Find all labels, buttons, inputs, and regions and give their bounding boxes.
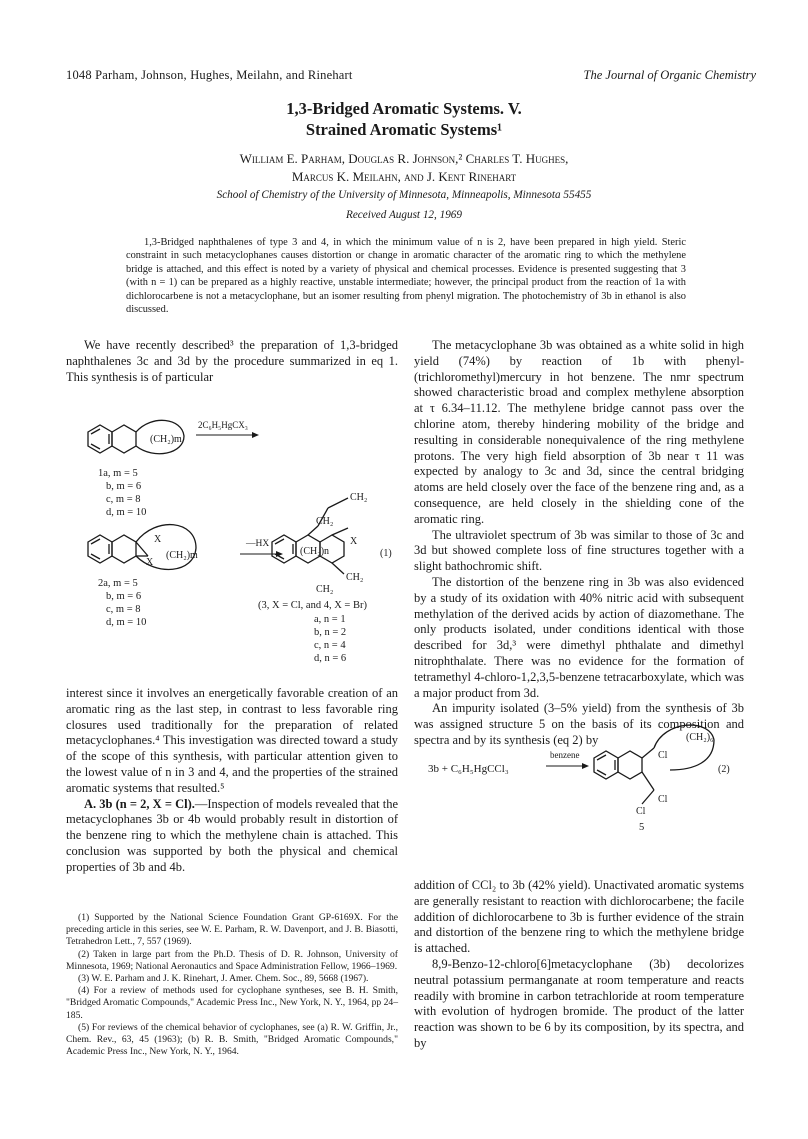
reagent-label: 2C₆H₅HgCX₃ xyxy=(198,420,248,430)
article-title-line2: Strained Aromatic Systems¹ xyxy=(305,120,503,139)
authors-line1: William E. Parham, Douglas R. Johnson,² Charles T. Hughes, xyxy=(239,151,569,166)
cl-label-3: Cl xyxy=(636,806,646,817)
bridge-label-3: (CH₂)n xyxy=(300,546,330,557)
label-2b: b, m = 6 xyxy=(106,591,142,602)
label-3-head: (3, X = Cl, and 4, X = Br) xyxy=(258,600,367,611)
bridge-label-1: (CH₂)m xyxy=(150,434,182,445)
ch2-a: CH₂ xyxy=(316,516,334,527)
bridge-label-5: (CH₂)₆ xyxy=(686,732,714,743)
ch2-c: CH₂ xyxy=(316,584,334,595)
arrow-2-label: —HX xyxy=(246,539,270,549)
ch2-b: CH₂ xyxy=(346,572,364,583)
label-1a: 1a, m = 5 xyxy=(98,468,138,479)
journal-name: The Journal of Organic Chemistry xyxy=(583,68,756,82)
x-label-2a: X xyxy=(154,534,162,545)
footnote-5: (5) For reviews of the chemical behavior of cyclophanes, see (a) R. W. Griffin, Jr., Chem. Rev., 63, 45 (1963); (b) R. B. Smith, "Bridged Aromatic Compounds," Academic Press Inc., New York, N. Y., 1964. xyxy=(66,1021,398,1058)
label-3a: a, n = 1 xyxy=(314,614,346,625)
eq-number-1: (1) xyxy=(380,548,392,559)
cl-label-2: Cl xyxy=(658,794,668,805)
ch2-top: CH₂ xyxy=(350,492,368,503)
right-col-body: The metacyclophane 3b was obtained as a white solid in high yield (74%) by reaction of 1b with phenyl-(trichloromethyl)mercury in hot benzene. The nmr spectrum showed characteristic broad and complex methylene absorption at τ 6.34–11.12. The methylene bridge cannot pass over the chlorine atom, thereby hindering mobility of the bridge and resulting in considerable nonequivalence of the ring methylene protons. The very high field absorption of 3b near τ 11 was expected by analogy to 3c and 3d, since the central bridging atoms are held closely over the face of the benzene ring and, as a consequence, are held closely in the shielding cone of the aromatic ring. The ultraviolet spectrum of 3b was similar to those of 3c and 3d but showed complete loss of fine structures together with a slight bathochromic shift. The distortion of the benzene ring in 3b was also evidenced by a study of its oxidation with 40% nitric acid with subsequent methylation of the derived acids by action of diazomethane. The only products isolated, under conditions identical with those described for 3d,³ were dimethyl phthalate and dimethyl nitrophthalate. There was no evidence for the formation of tetramethyl 4-chloro-1,2,3,5-benzene tetracarboxylate, which was a major product from 3d. An impurity isolated (3–5% yield) from the synthesis of 3b was assigned structure 5 on the basis of its composition and spectra and by its synthesis (eq 2) by xyxy=(414,338,744,747)
x-label-3: X xyxy=(350,536,358,547)
article-title-line1: 1,3-Bridged Aromatic Systems. V. xyxy=(286,99,522,118)
received-date: Received August 12, 1969 xyxy=(346,209,462,221)
reactants: 3b + C₆H₅HgCCl₃ xyxy=(428,763,509,775)
x-label-2b: X xyxy=(146,557,154,568)
eq-number-2: (2) xyxy=(718,764,730,775)
right-col-lower: addition of CCl₂ to 3b (42% yield). Unactivated aromatic systems are generally resistant to reaction with dichlorocarbene; the facile addition of dichlorocarbene to 3b is further evidence of the strain and distortion of the benzene ring to which the methylene bridge is attached. 8,9-Benzo-12-chloro[6]metacyclophane (3b) decolorizes neutral potassium permanganate at room temperature and reacts readily with bromine in carbon tetrachloride at room temperature with evolution of hydrogen bromide. The product of the latter reaction was shown to be 6 by its composition, by its spectra, and by xyxy=(414,878,744,1050)
footnote-3: (3) W. E. Parham and J. K. Rinehart, J. Amer. Chem. Soc., 89, 5668 (1967). xyxy=(78,973,369,985)
label-2d: d, m = 10 xyxy=(106,617,147,628)
section-a-heading: A. 3b (n = 2, X = Cl). xyxy=(84,796,195,811)
footnote-1: (1) Supported by the National Science Foundation Grant GP-6169X. For the preceding article in this series, see W. E. Parham, R. W. Davenport, and J. B. Biasotti, Tetrahedron Lett., 7, 557 (1969). xyxy=(66,912,398,948)
abstract: 1,3-Bridged naphthalenes of type 3 and 4, in which the minimum value of n is 2, have been prepared in high yield. Steric constraint in such metacyclophanes causes distortion or change in aromatic character of the aromatic ring to which the methylene bridge is attached, and this effect is noted by a variety of physical and chemical processes. Evidence is presented suggesting that 3 (with n = 1) can be prepared as a highly reactive, unstable intermediate; however, the principal product from the reaction of 1a with dichlorocarbene is not a metacyclophane, but an isomer resulting from phenyl migration. The photochemistry of 3b in ethanol is also discussed. xyxy=(126,237,686,316)
reagent-benzene: benzene xyxy=(550,750,580,760)
footnotes xyxy=(66,912,398,1058)
left-col-para1: We have recently described³ the preparation of 1,3-bridged naphthalenes 3c and 3d by the procedure summarized in eq 1. This synthesis is of particular xyxy=(66,338,398,384)
scheme-1 xyxy=(66,390,406,668)
affiliation: School of Chemistry of the University of Minnesota, Minneapolis, Minnesota 55455 xyxy=(216,189,592,201)
label-1d: d, m = 10 xyxy=(106,507,147,518)
footnote-2: (2) Taken in large part from the Ph.D. Thesis of D. R. Johnson, University of Minnesota, 1969; National Aeronautics and Space Administration Fellow, 1966–1969. xyxy=(66,948,398,972)
label-3c: c, n = 4 xyxy=(314,640,346,651)
label-3d: d, n = 6 xyxy=(314,653,347,664)
footnote-4: (4) For a review of methods used for cyclophane syntheses, see B. H. Smith, "Bridged Aromatic Compounds," Academic Press Inc., New York, N. Y., 1964, pp 24–185. xyxy=(66,985,398,1021)
authors-line2: Marcus K. Meilahn, and J. Kent Rinehart xyxy=(291,169,517,184)
label-2a: 2a, m = 5 xyxy=(98,578,138,589)
left-col-body: interest since it involves an energetically favorable creation of an aromatic ring as the last step, in contrast to less favorable ring closures used traditionally for the preparation of related metacyclophanes.⁴ This investigation was directed toward a study of the scope of this synthesis, with particular attention given to the lowest value of n in 3 and 4, and the properties of the strained aromatic systems that resulted.⁵ A. 3b (n = 2, X = Cl).—Inspection of models revealed that the metacyclophanes 3b or 4b would probably result in distortion of the benzene ring to which the methylene chain is attached. This conclusion was supported by both the physical and chemical properties of 3b and 4b. xyxy=(66,686,398,874)
label-5: 5 xyxy=(639,822,645,833)
cl-label-1: Cl xyxy=(658,750,668,761)
scheme-2 xyxy=(414,700,746,868)
bridge-label-2: (CH₂)m xyxy=(166,550,198,561)
label-1c: c, m = 8 xyxy=(106,494,141,505)
label-1b: b, m = 6 xyxy=(106,481,142,492)
label-2c: c, m = 8 xyxy=(106,604,141,615)
running-header-authors: 1048 Parham, Johnson, Hughes, Meilahn, and Rinehart xyxy=(66,68,353,82)
ring-1a-second xyxy=(112,425,136,453)
label-3b: b, n = 2 xyxy=(314,627,347,638)
